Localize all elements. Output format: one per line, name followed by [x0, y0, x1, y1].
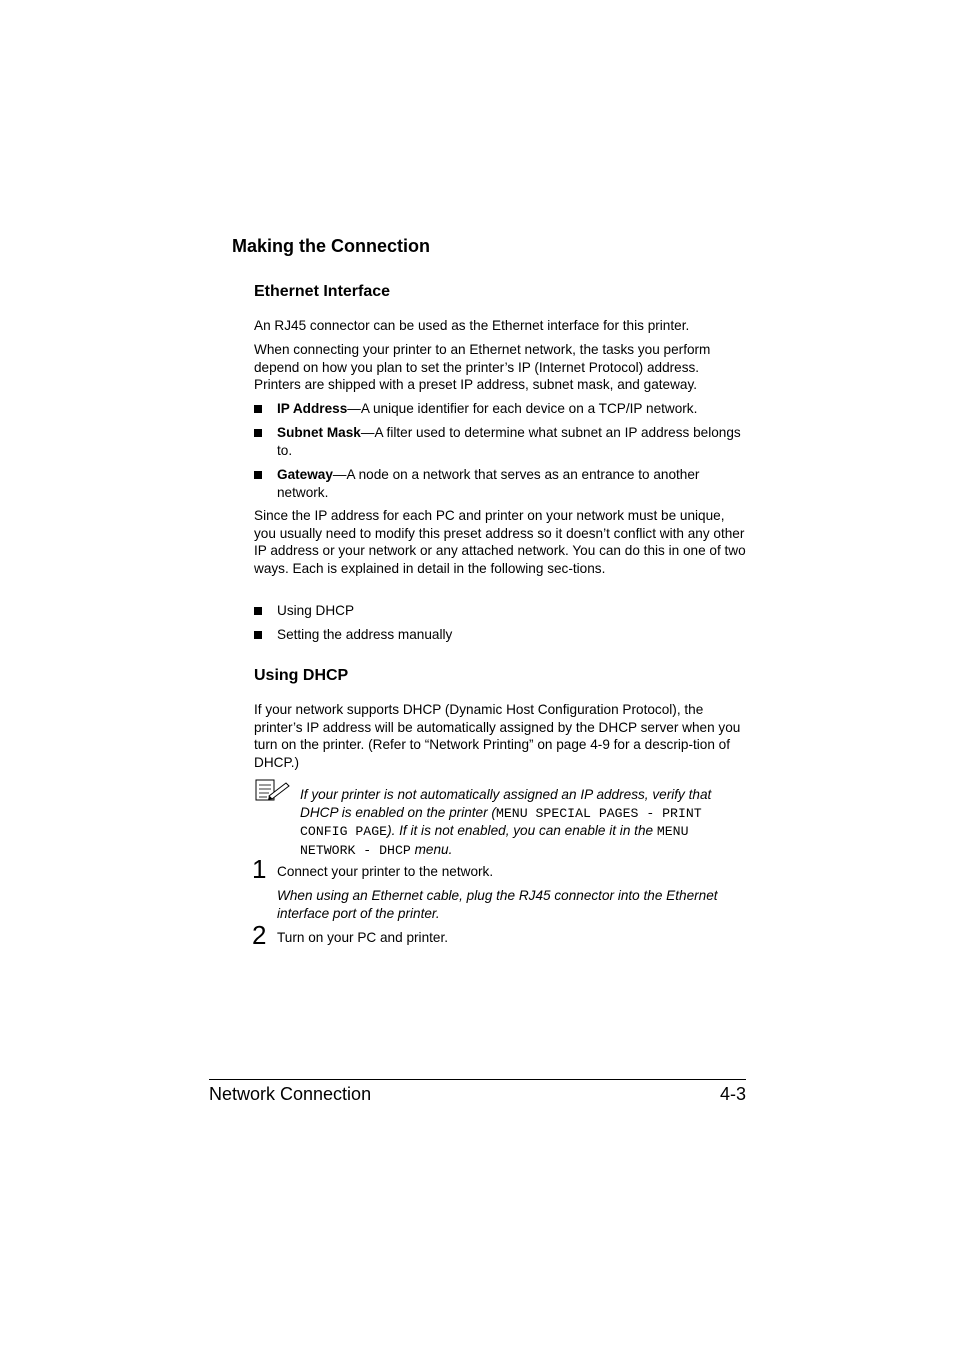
ethernet-interface-heading: Ethernet Interface	[254, 283, 391, 300]
footer-chapter-title: Network Connection	[209, 1084, 372, 1104]
dhcp-paragraph-1: If your network supports DHCP (Dynamic Host Configuration Protocol), the printer’s IP address will be automatically assigned by the DHCP server when you turn on the printer. (Refer to “Network Printing” on page 4-9 for a descrip-tion of DHCP.)	[254, 702, 741, 770]
term-ip-address: IP Address	[277, 401, 348, 416]
method-using-dhcp: Using DHCP	[277, 603, 355, 618]
square-bullet-icon	[254, 405, 262, 413]
step-number-2: 2	[252, 920, 267, 950]
term-subnet-mask: Subnet Mask	[277, 425, 361, 440]
desc-ip-address: —A unique identifier for each device on a TCP/IP network.	[347, 401, 698, 416]
note-text-1: If your printer is not automatically assigned an IP address, verify that DHCP is enabled on the printer (	[300, 787, 712, 820]
step-1-note: When using an Ethernet cable, plug the RJ45 connector into the Ethernet interface port of the printer.	[277, 888, 718, 921]
term-gateway: Gateway	[277, 467, 333, 482]
note-text-3: menu.	[410, 841, 453, 857]
note-menu-special-pages: MENU SPECIAL PAGES - PRINT CONFIG PAGE	[300, 805, 702, 840]
square-bullet-icon	[254, 471, 262, 479]
square-bullet-icon	[254, 607, 262, 615]
footer-page-number: 4-3	[719, 1084, 746, 1104]
square-bullet-icon	[254, 429, 262, 437]
note-menu-network-dhcp: MENU NETWORK - DHCP	[300, 824, 689, 858]
note-pencil-icon	[255, 779, 291, 803]
ethernet-paragraph-2: When connecting your printer to an Ethernet network, the tasks you perform depend on how you plan to set the printer’s IP (Internet Protocol) address. Printers are shipped with a preset IP address, subnet mask, and gateway.	[254, 342, 711, 393]
note-text-2: ). If it is not enabled, you can enable it in the	[387, 823, 657, 839]
desc-subnet-mask: —A filter used to determine what subnet an IP address belongs to.	[277, 425, 741, 458]
ethernet-paragraph-1: An RJ45 connector can be used as the Ethernet interface for this printer.	[254, 318, 690, 333]
footer-divider	[209, 1079, 746, 1080]
step-2-text: Turn on your PC and printer.	[277, 930, 449, 945]
section-title: Making the Connection	[232, 236, 430, 256]
method-manual-address: Setting the address manually	[277, 627, 453, 642]
step-number-1: 1	[252, 854, 267, 884]
using-dhcp-heading: Using DHCP	[254, 667, 349, 684]
desc-gateway: —A node on a network that serves as an entrance to another network.	[277, 467, 700, 500]
dhcp-note	[300, 786, 746, 859]
square-bullet-icon	[254, 631, 262, 639]
ethernet-paragraph-3: Since the IP address for each PC and printer on your network must be unique, you usually need to modify this preset address so it doesn’t conflict with any other IP address or your network or any attached network. You can do this in one of two ways. Each is explained in detail in the following sec-tions.	[254, 508, 746, 576]
step-1-text: Connect your printer to the network.	[277, 864, 494, 879]
